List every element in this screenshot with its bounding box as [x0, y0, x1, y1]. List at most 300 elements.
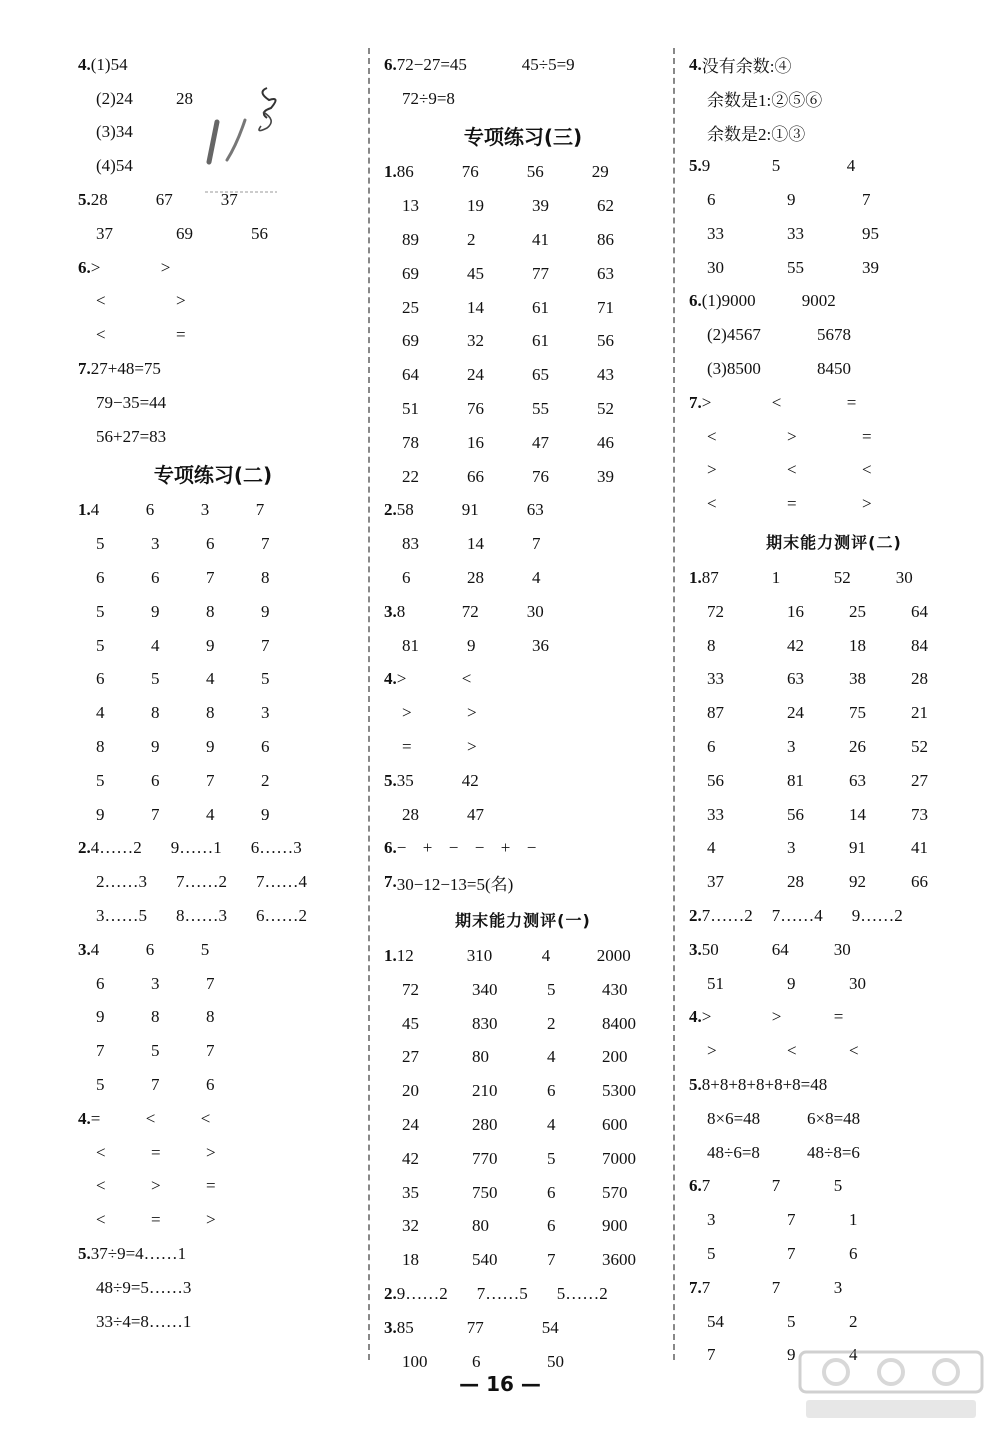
question-number: 2.	[384, 1283, 397, 1303]
answer-value: 7	[206, 1041, 215, 1061]
answer-value: 83	[402, 534, 419, 554]
answer-row	[384, 696, 662, 730]
answer-value: 8+8+8+8+8+8=48	[701, 1075, 828, 1094]
answer-value: 52	[597, 399, 614, 419]
answer-value: 89	[402, 230, 419, 250]
question-number: 4.	[78, 1108, 91, 1128]
answer-row	[78, 1271, 348, 1305]
answer-row	[384, 764, 662, 798]
answer-value: 7……4	[771, 906, 823, 926]
answer-value: 7	[771, 1277, 781, 1297]
answer-row	[689, 832, 979, 866]
answer-value: 4……2	[90, 838, 142, 858]
answer-value: 65	[532, 365, 549, 385]
answer-value: 7	[701, 1176, 711, 1196]
answer-value: 42	[461, 770, 479, 790]
answer-value: 4	[90, 939, 100, 959]
answer-value: 28	[787, 872, 804, 892]
answer-value: 35	[402, 1182, 419, 1202]
answer-value: 95	[862, 223, 879, 243]
handwritten-mark-icon	[197, 82, 287, 200]
answer-row	[689, 251, 979, 285]
question-number: 4.	[689, 1007, 702, 1027]
answer-row	[689, 764, 979, 798]
answer-value: 16	[467, 432, 484, 452]
answer-value: 7	[701, 1277, 711, 1297]
answer-value: 32	[402, 1216, 419, 1236]
answer-value: 9	[96, 804, 105, 824]
answer-value: 8	[261, 568, 270, 588]
question-number: 6.	[78, 257, 91, 277]
answer-row	[384, 730, 662, 764]
answer-value: 24	[402, 1115, 419, 1134]
section-heading: 专项练习(二)	[153, 463, 273, 488]
answer-value: 56	[251, 223, 268, 243]
answer-value: 27+48=75	[90, 359, 161, 379]
answer-value: 37	[707, 872, 724, 892]
answer-value: >	[787, 426, 797, 446]
answer-value: 50	[701, 939, 719, 959]
answer-value: >	[151, 1176, 161, 1196]
answer-row	[78, 865, 348, 899]
answer-value: 47	[532, 432, 549, 452]
answer-value: 6	[206, 534, 215, 554]
answer-value: 73	[911, 804, 928, 824]
answer-row	[689, 595, 979, 629]
answer-value: 7	[787, 1243, 796, 1263]
answer-value: 830	[472, 1013, 498, 1033]
answer-value: 4	[532, 568, 541, 588]
answer-value: 8×6=48	[707, 1108, 761, 1128]
answer-value: 6	[206, 1075, 215, 1094]
answer-value: <	[96, 1142, 106, 1162]
answer-value: 80	[472, 1216, 489, 1236]
answer-value: 72	[402, 979, 419, 999]
answer-value: 6	[547, 1182, 556, 1202]
answer-row	[384, 1142, 662, 1176]
answer-value: 8400	[602, 1013, 636, 1033]
answer-row	[78, 1102, 348, 1136]
question-number: 4.	[384, 669, 397, 689]
answer-value: >	[90, 257, 101, 277]
answer-row	[689, 352, 979, 386]
answer-value: 3	[151, 534, 160, 554]
question-number: 5.	[689, 1075, 702, 1094]
answer-value: <	[96, 291, 106, 311]
answer-value: 46	[597, 432, 614, 452]
answer-value: 9002	[801, 291, 836, 311]
answer-value: >	[402, 703, 412, 723]
answer-value: 43	[597, 365, 614, 385]
answer-row	[384, 1041, 662, 1075]
answer-value: 7	[787, 1210, 796, 1230]
answer-value: 340	[472, 979, 498, 999]
answer-value: 72÷9=8	[402, 88, 455, 108]
question-number: 5.	[384, 770, 397, 790]
answer-value: 51	[707, 973, 724, 993]
answer-row	[689, 696, 979, 730]
answer-row	[78, 1237, 348, 1271]
answer-value: 79−35=44	[96, 392, 167, 412]
answer-value: 6	[96, 973, 105, 993]
answer-value: 4	[547, 1047, 556, 1067]
answer-value: 26	[849, 737, 866, 757]
answer-value: 9	[96, 1007, 105, 1027]
answer-value: 64	[911, 601, 928, 621]
answer-value: (2)24	[96, 88, 133, 108]
answer-value: 48÷6=8	[707, 1142, 760, 1162]
answer-value: 69	[402, 263, 419, 283]
answer-value: =	[862, 426, 872, 446]
answer-value: 7000	[602, 1148, 636, 1168]
answer-row	[384, 291, 662, 325]
answer-value: 66	[467, 466, 484, 486]
answer-value: <	[461, 669, 472, 689]
answer-value: 7	[862, 190, 871, 210]
answer-value: =	[176, 325, 186, 345]
answer-value: 280	[472, 1115, 498, 1134]
answer-value: 9……2	[396, 1283, 448, 1303]
answer-value: 6	[96, 669, 105, 689]
answer-value: 7	[261, 635, 270, 655]
answer-row	[689, 82, 979, 116]
section-heading: 期末能力测评(二)	[766, 532, 902, 552]
answer-value: 39	[862, 257, 879, 277]
answer-value: 18	[402, 1250, 419, 1270]
answer-value: <	[787, 460, 797, 480]
answer-value: 5	[787, 1311, 796, 1331]
answer-value: 92	[849, 872, 866, 892]
answer-row	[689, 899, 979, 933]
answer-row	[689, 420, 979, 454]
answer-row	[384, 629, 662, 663]
answer-row	[689, 1034, 979, 1068]
answer-value: 7……2	[701, 906, 753, 926]
answer-row	[689, 663, 979, 697]
answer-value: 37	[220, 190, 238, 210]
answer-value: 9	[467, 635, 476, 655]
answer-value: −	[474, 838, 485, 858]
answer-value: 33÷4=8……1	[96, 1311, 192, 1331]
answer-row	[384, 832, 662, 866]
answer-value: 6	[472, 1351, 481, 1371]
answer-value: 5	[547, 1148, 556, 1168]
answer-row	[78, 48, 348, 82]
answer-value: 3	[787, 838, 796, 858]
answer-value: 25	[849, 601, 866, 621]
answer-row	[78, 933, 348, 967]
answer-row	[384, 939, 662, 973]
answer-value: 55	[532, 399, 549, 419]
answer-value: 56	[787, 804, 804, 824]
answer-value: 8	[707, 635, 716, 655]
answer-row	[78, 1001, 348, 1035]
answer-row	[689, 798, 979, 832]
answer-row	[384, 561, 662, 595]
answer-value: 5	[96, 635, 105, 655]
answer-value: 81	[402, 635, 419, 655]
answer-value: 5	[96, 1075, 105, 1094]
answer-value: 1	[771, 568, 781, 588]
section-heading: 专项练习(三)	[463, 125, 583, 150]
answer-value: 900	[602, 1216, 628, 1236]
answer-value: 45	[402, 1013, 419, 1033]
answer-row	[384, 325, 662, 359]
answer-value: 4	[547, 1115, 556, 1134]
answer-value: 72−27=45	[396, 54, 467, 74]
answer-value: 72	[707, 601, 724, 621]
answer-row	[78, 251, 348, 285]
answer-value: <	[862, 460, 872, 480]
answer-value: 9	[261, 804, 270, 824]
question-number: 1.	[78, 500, 91, 520]
answer-value: 3	[707, 1210, 716, 1230]
answer-value: 3	[151, 973, 160, 993]
answer-value: 430	[602, 979, 628, 999]
answer-value: 37÷9=4……1	[90, 1243, 187, 1263]
answer-value: (4)54	[96, 156, 133, 176]
question-number: 3.	[78, 939, 91, 959]
answer-value: 33	[707, 669, 724, 689]
answer-value: 32	[467, 331, 484, 351]
answer-value: 7……2	[176, 872, 227, 892]
answer-value: >	[160, 257, 171, 277]
answer-value: 54	[541, 1317, 559, 1337]
answer-row	[78, 561, 348, 595]
answer-value: <	[771, 392, 782, 412]
section-heading: 期末能力测评(一)	[455, 910, 591, 930]
answer-value: 7……4	[256, 872, 307, 892]
answer-row	[78, 386, 348, 420]
answer-value: 2……3	[96, 872, 147, 892]
answer-value: 8	[206, 703, 215, 723]
answer-value: 63	[787, 669, 804, 689]
answer-value: 没有余数:④	[701, 57, 792, 77]
answer-row	[384, 1007, 662, 1041]
answer-value: 30	[895, 568, 913, 588]
answer-value: 7	[707, 1345, 716, 1365]
answer-value: >	[701, 1007, 712, 1027]
answer-value: 5	[547, 979, 556, 999]
answer-value: 45	[467, 263, 484, 283]
answer-value: 9	[787, 973, 796, 993]
answer-value: 9	[206, 635, 215, 655]
answer-value: 52	[911, 737, 928, 757]
answer-value: 16	[787, 601, 804, 621]
answer-value: >	[707, 1041, 717, 1061]
answer-value: 5	[96, 534, 105, 554]
answer-value: 36	[532, 635, 549, 655]
answer-value: 5	[771, 156, 781, 176]
answer-value: 48÷8=6	[807, 1142, 860, 1162]
answer-row	[689, 149, 979, 183]
answer-value: =	[151, 1210, 161, 1230]
answer-value: 8	[206, 1007, 215, 1027]
answer-value: 71	[597, 297, 614, 317]
answer-value: 54	[707, 1311, 724, 1331]
answer-value: 67	[155, 190, 173, 210]
answer-column-right	[689, 48, 979, 1372]
answer-value: (3)8500	[707, 359, 761, 379]
answer-value: 30	[833, 939, 851, 959]
answer-value: 69	[402, 331, 419, 351]
question-number: 1.	[384, 162, 397, 182]
answer-value: 3	[833, 1277, 843, 1297]
answer-row	[78, 967, 348, 1001]
answer-value: 58	[396, 500, 414, 520]
answer-value: 8	[96, 737, 105, 757]
answer-value: 22	[402, 466, 419, 486]
answer-value: 7	[206, 770, 215, 790]
answer-value: 56+27=83	[96, 426, 167, 446]
question-number: 6.	[689, 291, 702, 311]
answer-value: 8……3	[176, 906, 227, 926]
answer-value: 6×8=48	[807, 1108, 861, 1128]
answer-row	[689, 285, 979, 319]
question-number: 6.	[384, 54, 397, 74]
answer-value: 6	[151, 568, 160, 588]
answer-row	[78, 352, 348, 386]
question-number: 1.	[689, 568, 702, 588]
answer-row	[384, 1210, 662, 1244]
answer-value: 63	[849, 770, 866, 790]
answer-value: =	[402, 737, 412, 757]
answer-row	[384, 1108, 662, 1142]
answer-value: 5	[833, 1176, 843, 1196]
question-number: 5.	[78, 190, 91, 210]
answer-value: (3)34	[96, 122, 133, 142]
answer-row	[689, 318, 979, 352]
answer-row	[689, 1203, 979, 1237]
answer-row	[384, 392, 662, 426]
answer-row	[78, 730, 348, 764]
answer-row	[78, 832, 348, 866]
answer-column-middle	[384, 48, 662, 1378]
answer-row	[689, 1001, 979, 1035]
question-number: 1.	[384, 946, 397, 966]
answer-row	[384, 156, 662, 190]
answer-value: 30	[707, 257, 724, 277]
question-number: 7.	[689, 392, 702, 412]
answer-value: 8450	[817, 359, 851, 379]
answer-value: 6……2	[256, 906, 307, 926]
answer-value: >	[206, 1210, 216, 1230]
answer-value: 85	[396, 1317, 414, 1337]
answer-value: (1)54	[90, 54, 128, 74]
answer-value: 39	[597, 466, 614, 486]
answer-value: 27	[402, 1047, 419, 1067]
answer-row	[384, 1243, 662, 1277]
answer-row	[689, 629, 979, 663]
answer-value: 80	[472, 1047, 489, 1067]
question-number: 7.	[78, 359, 91, 379]
answer-value: 6……3	[250, 838, 302, 858]
answer-row	[78, 217, 348, 251]
answer-row	[78, 595, 348, 629]
answer-row	[689, 1136, 979, 1170]
answer-value: 42	[402, 1148, 419, 1168]
answer-value: 2	[849, 1311, 858, 1331]
answer-value: 4	[541, 946, 551, 966]
answer-row	[78, 629, 348, 663]
answer-value: 75	[849, 703, 866, 723]
answer-value: 55	[787, 257, 804, 277]
answer-value: 56	[526, 162, 544, 182]
answer-value: 余数是2:①③	[707, 124, 806, 144]
answer-row	[689, 1237, 979, 1271]
answer-value: 4	[846, 156, 856, 176]
answer-row	[384, 1176, 662, 1210]
question-number: 3.	[384, 1317, 397, 1337]
answer-value: 750	[472, 1182, 498, 1202]
question-number: 3.	[689, 939, 702, 959]
answer-value: 19	[467, 196, 484, 216]
answer-value: 5	[200, 939, 210, 959]
answer-value: 8	[396, 601, 406, 621]
answer-value: 7	[151, 804, 160, 824]
answer-row	[78, 663, 348, 697]
answer-value: 62	[597, 196, 614, 216]
answer-value: 50	[547, 1351, 564, 1371]
answer-value: 45÷5=9	[521, 54, 575, 74]
answer-value: 3600	[602, 1250, 636, 1270]
answer-row	[384, 1074, 662, 1108]
answer-value: 6	[145, 939, 155, 959]
answer-value: 7	[151, 1075, 160, 1094]
answer-value: 8	[151, 703, 160, 723]
answer-value: >	[771, 1007, 782, 1027]
answer-row	[689, 183, 979, 217]
question-number: 3.	[384, 601, 397, 621]
answer-value: 5678	[817, 325, 851, 345]
answer-value: 42	[787, 635, 804, 655]
answer-row	[384, 426, 662, 460]
question-number: 5.	[78, 1243, 91, 1263]
answer-row	[384, 663, 662, 697]
answer-row	[78, 1170, 348, 1204]
answer-row	[78, 696, 348, 730]
answer-value: 21	[911, 703, 928, 723]
answer-value: 7	[532, 534, 541, 554]
question-number: 4.	[689, 54, 702, 74]
answer-value: 91	[849, 838, 866, 858]
answer-row	[78, 1034, 348, 1068]
answer-value: 5	[151, 1041, 160, 1061]
answer-value: 77	[532, 263, 549, 283]
answer-value: 310	[466, 946, 493, 966]
answer-row	[689, 487, 979, 521]
answer-value: 3	[787, 737, 796, 757]
column-divider	[368, 48, 370, 1360]
answer-row	[384, 460, 662, 494]
answer-value: 72	[461, 601, 479, 621]
answer-row	[689, 1271, 979, 1305]
answer-row	[78, 899, 348, 933]
answer-row	[78, 420, 348, 454]
watermark-logo-icon	[796, 1348, 986, 1424]
answer-value: 76	[461, 162, 479, 182]
answer-value: 6	[261, 737, 270, 757]
answer-value: 41	[911, 838, 928, 858]
answer-value: 770	[472, 1148, 498, 1168]
answer-value: >	[467, 703, 477, 723]
answer-value: 28	[176, 88, 193, 108]
answer-value: 5300	[602, 1081, 636, 1101]
answer-value: 7	[206, 973, 215, 993]
answer-value: 66	[911, 872, 928, 892]
answer-value: 7	[547, 1250, 556, 1270]
answer-value: 24	[467, 365, 484, 385]
